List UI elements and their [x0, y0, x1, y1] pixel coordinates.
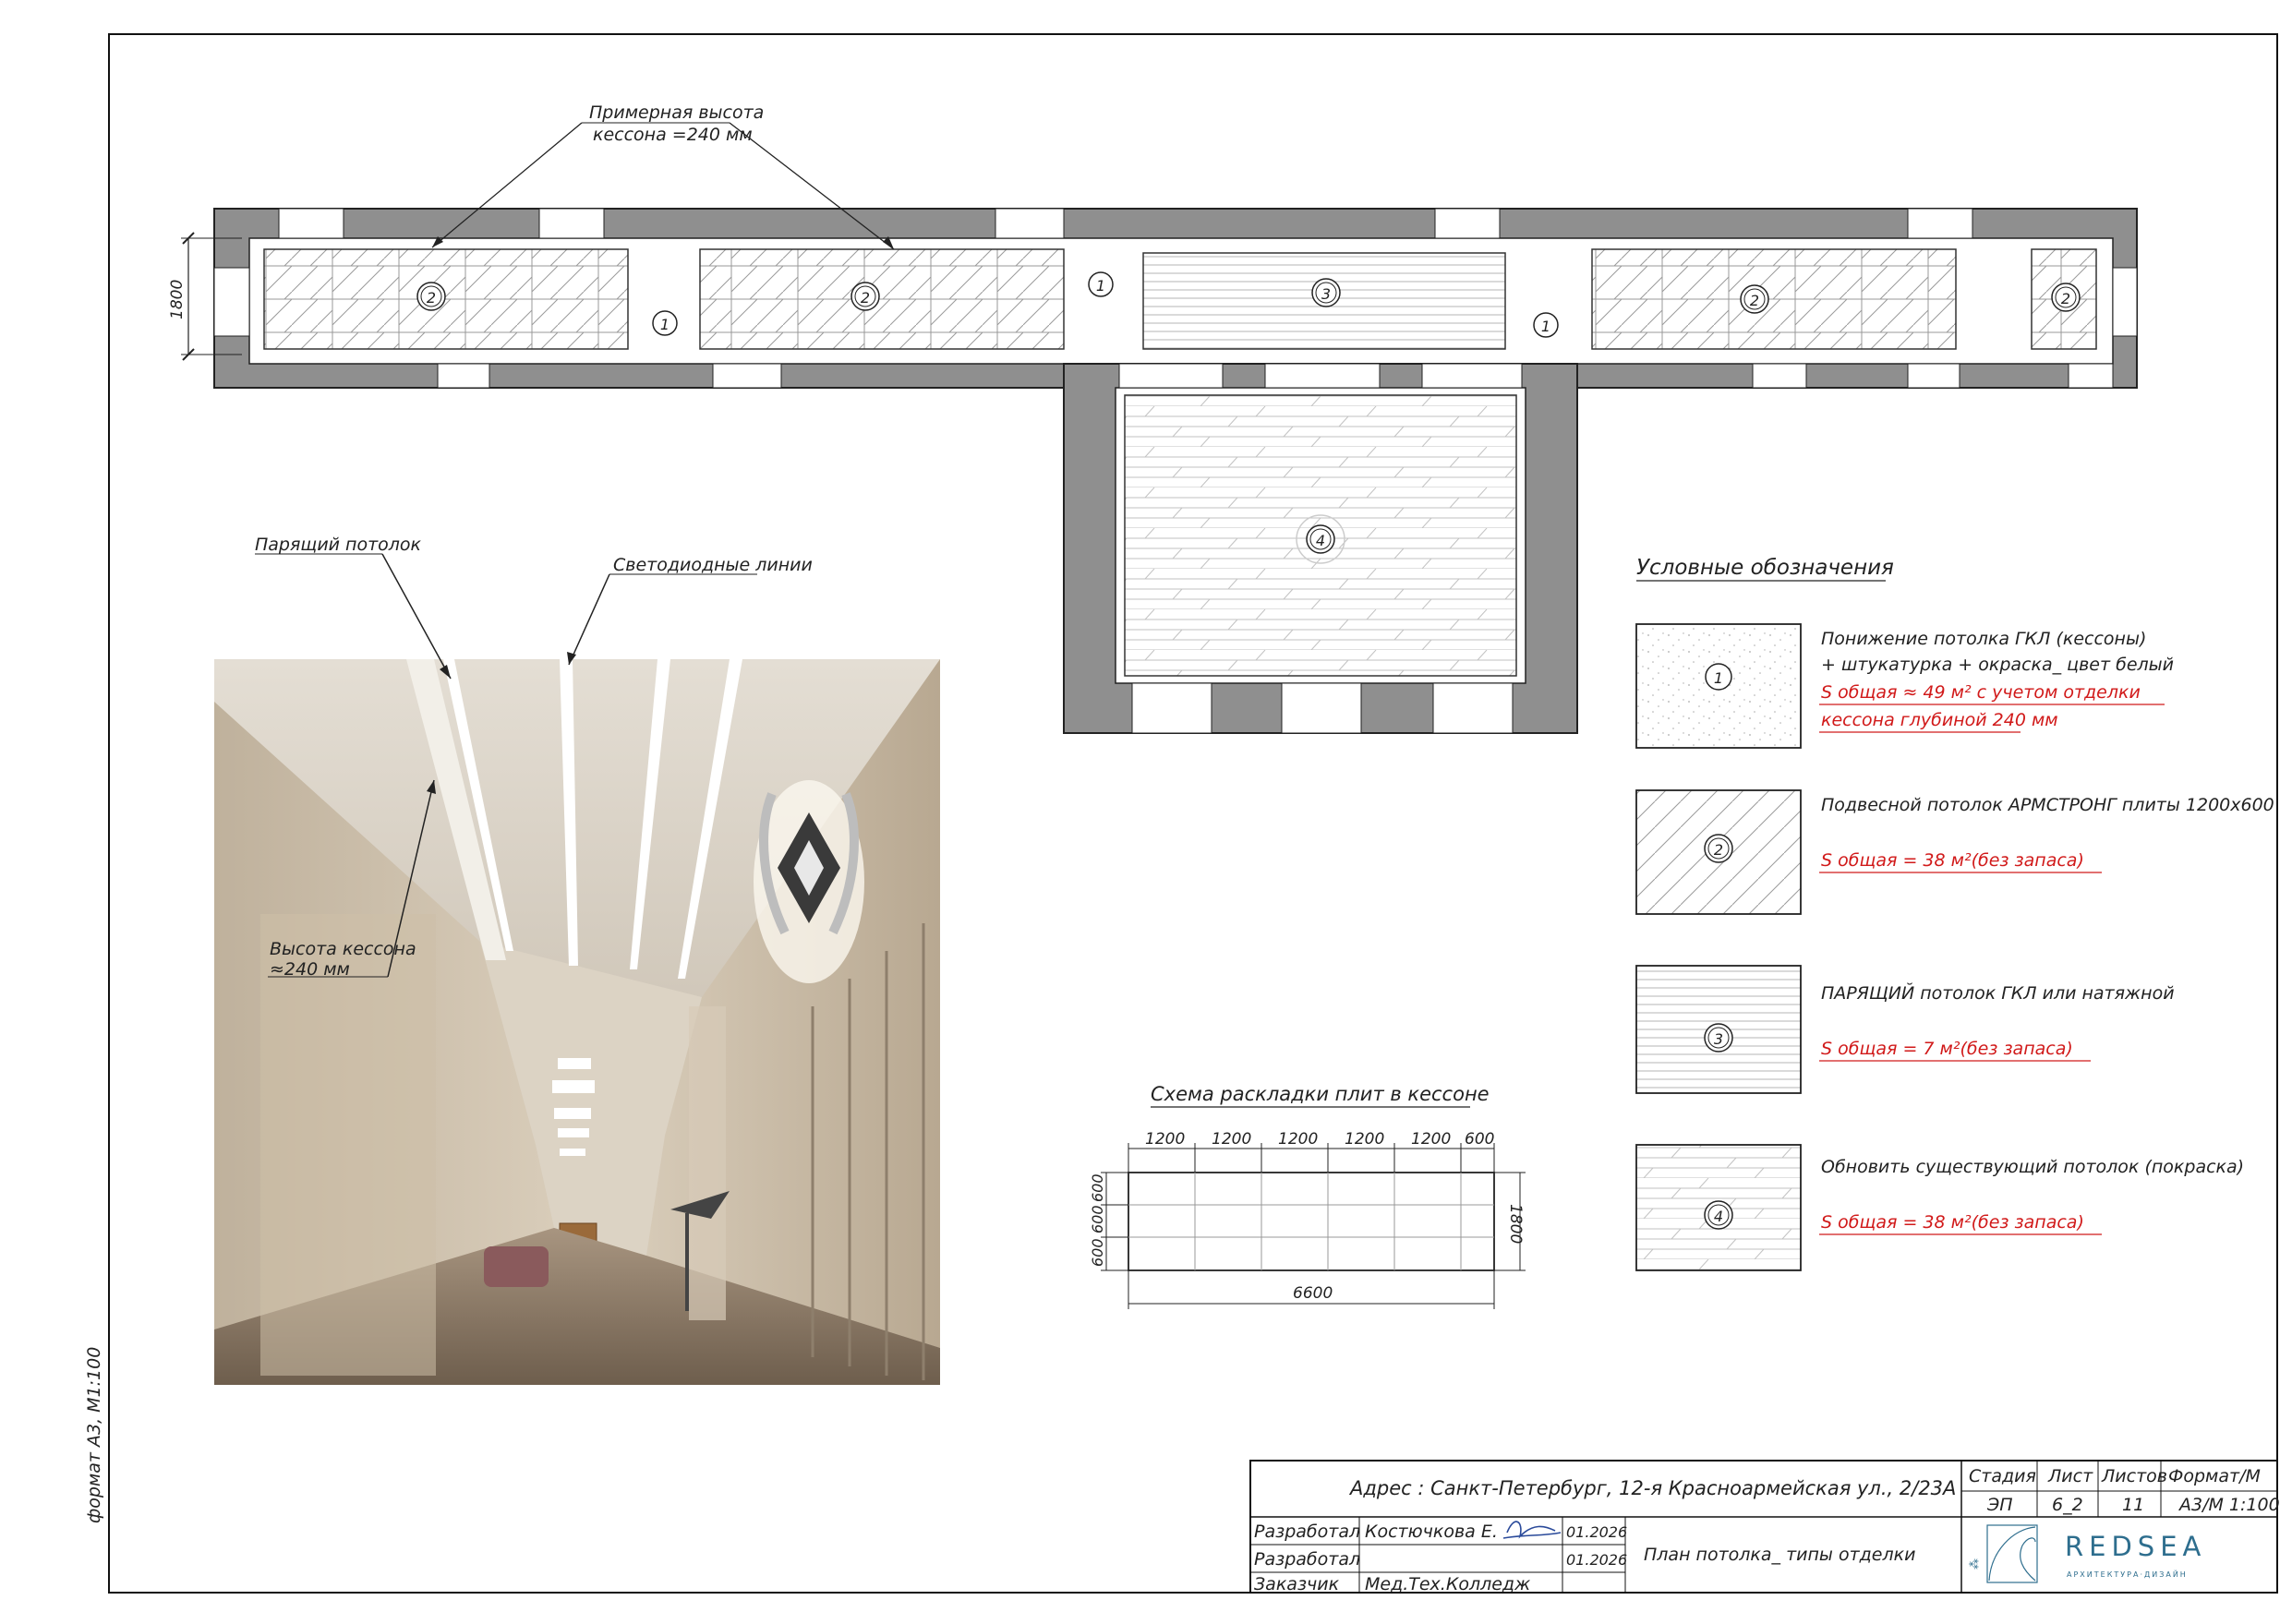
svg-text:4: 4 — [1713, 1208, 1724, 1225]
svg-text:2: 2 — [860, 289, 871, 307]
svg-text:600: 600 — [1089, 1173, 1106, 1202]
marker-1c — [1534, 313, 1558, 337]
legend — [1636, 556, 2274, 1270]
svg-text:1200: 1200 — [1145, 1130, 1186, 1149]
marker-2d — [2052, 283, 2080, 311]
legend-title: Условные обозначения — [1636, 556, 1894, 580]
svg-text:1200: 1200 — [1345, 1130, 1385, 1149]
svg-text:1: 1 — [1540, 318, 1551, 335]
marker-3 — [1312, 279, 1340, 307]
address: Адрес : Санкт-Петербург, 12-я Красноармейская ул., 2/23А — [1350, 1477, 1957, 1499]
legend-item-2 — [1636, 790, 2274, 914]
svg-text:Костючкова Е.: Костючкова Е. — [1365, 1522, 1498, 1542]
svg-text:Мед.Тех.Колледж: Мед.Тех.Колледж — [1365, 1574, 1531, 1594]
svg-text:2: 2 — [1749, 292, 1760, 309]
svg-text:1: 1 — [659, 316, 670, 333]
marker-1b — [1089, 272, 1113, 296]
svg-text:1200: 1200 — [1278, 1130, 1319, 1149]
render-emblem — [754, 780, 864, 983]
svg-text:S общая ≈ 49 м² с учетом отдел: S общая ≈ 49 м² с учетом отделки — [1821, 682, 2141, 703]
brand-sub: АРХИТЕКТУРА·ДИЗАЙН — [2067, 1570, 2188, 1579]
svg-text:Заказчик: Заказчик — [1254, 1574, 1340, 1594]
label-floating-ceiling: Парящий потолок — [255, 535, 422, 555]
svg-text:1: 1 — [1095, 277, 1106, 295]
svg-text:01.2026: 01.2026 — [1566, 1523, 1628, 1541]
svg-text:3: 3 — [1713, 1030, 1724, 1048]
svg-text:ПАРЯЩИЙ потолок ГКЛ или натяжн: ПАРЯЩИЙ потолок ГКЛ или натяжной — [1821, 983, 2175, 1004]
dim-1800: 1800 — [168, 279, 187, 319]
svg-text:1800: 1800 — [1506, 1204, 1525, 1245]
svg-text:11: 11 — [2122, 1495, 2145, 1515]
marker-2c — [1741, 285, 1768, 313]
zone-2-caisson-a — [264, 249, 628, 349]
svg-text:2: 2 — [1713, 841, 1724, 859]
legend-item-1 — [1636, 624, 2174, 748]
label-led-lines: Светодиодные линии — [613, 555, 813, 575]
svg-text:4: 4 — [1315, 532, 1326, 549]
svg-text:01.2026: 01.2026 — [1566, 1551, 1628, 1569]
svg-text:1: 1 — [1713, 669, 1724, 687]
marker-2a — [417, 283, 445, 310]
svg-text:кессона глубиной 240 мм: кессона глубиной 240 мм — [1821, 710, 2058, 730]
tile-scheme — [1089, 1083, 1526, 1309]
svg-text:Разработал: Разработал — [1254, 1522, 1361, 1542]
svg-text:Разработал: Разработал — [1254, 1549, 1361, 1570]
marker-2b — [851, 283, 879, 310]
svg-text:Обновить существующий потолок: Обновить существующий потолок (покраска) — [1821, 1157, 2245, 1177]
marker-1a — [653, 311, 677, 335]
svg-text:Понижение потолка ГКЛ (кессоны: Понижение потолка ГКЛ (кессоны) — [1821, 629, 2147, 649]
svg-text:Лист: Лист — [2048, 1466, 2093, 1486]
legend-item-3 — [1636, 966, 2175, 1093]
callout-caisson-line1: Примерная высота — [589, 102, 765, 123]
zone-2-caisson-b — [700, 249, 1064, 349]
svg-text:S общая = 38 м²(без запаса): S общая = 38 м²(без запаса) — [1821, 850, 2084, 871]
svg-text:2: 2 — [2060, 290, 2071, 307]
svg-text:Формат/М: Формат/М — [2168, 1466, 2261, 1486]
callout-caisson-line2: кессона =240 мм — [593, 125, 753, 145]
svg-text:Стадия: Стадия — [1969, 1466, 2036, 1486]
svg-text:ЭП: ЭП — [1987, 1495, 2013, 1515]
svg-text:600: 600 — [1465, 1130, 1495, 1149]
svg-text:3: 3 — [1321, 285, 1332, 303]
title-block — [1250, 1461, 2280, 1594]
svg-text:+ штукатурка + окраска_ цвет б: + штукатурка + окраска_ цвет белый — [1821, 655, 2175, 675]
svg-text:2: 2 — [426, 289, 437, 307]
svg-text:А3/М 1:100: А3/М 1:100 — [2179, 1495, 2280, 1515]
sheet-title: План потолка_ типы отделки — [1644, 1545, 1916, 1565]
svg-text:600: 600 — [1089, 1238, 1106, 1267]
legend-item-4 — [1636, 1145, 2244, 1270]
svg-text:600: 600 — [1089, 1205, 1106, 1233]
svg-text:1200: 1200 — [1212, 1130, 1252, 1149]
label-caisson-height-1: Высота кессона — [270, 939, 416, 959]
svg-text:S общая = 7 м²(без запаса): S общая = 7 м²(без запаса) — [1821, 1039, 2073, 1059]
svg-text:S общая = 38 м²(без запаса): S общая = 38 м²(без запаса) — [1821, 1212, 2084, 1233]
svg-text:6600: 6600 — [1293, 1284, 1333, 1303]
svg-text:1200: 1200 — [1411, 1130, 1452, 1149]
format-note: формат А3, М1:100 — [84, 1346, 104, 1523]
svg-text:6_2: 6_2 — [2052, 1495, 2083, 1515]
zone-2-caisson-c — [1592, 249, 1956, 349]
svg-text:Подвесной потолок АРМСТРОНГ пл: Подвесной потолок АРМСТРОНГ плиты 1200х600 — [1821, 795, 2274, 815]
brand-name: REDSEA — [2065, 1531, 2207, 1562]
scheme-title: Схема раскладки плит в кессоне — [1151, 1083, 1490, 1105]
svg-text:⁂: ⁂ — [1968, 1558, 1981, 1570]
svg-text:Листов: Листов — [2102, 1466, 2167, 1486]
label-caisson-height-2: ≈240 мм — [270, 959, 350, 980]
